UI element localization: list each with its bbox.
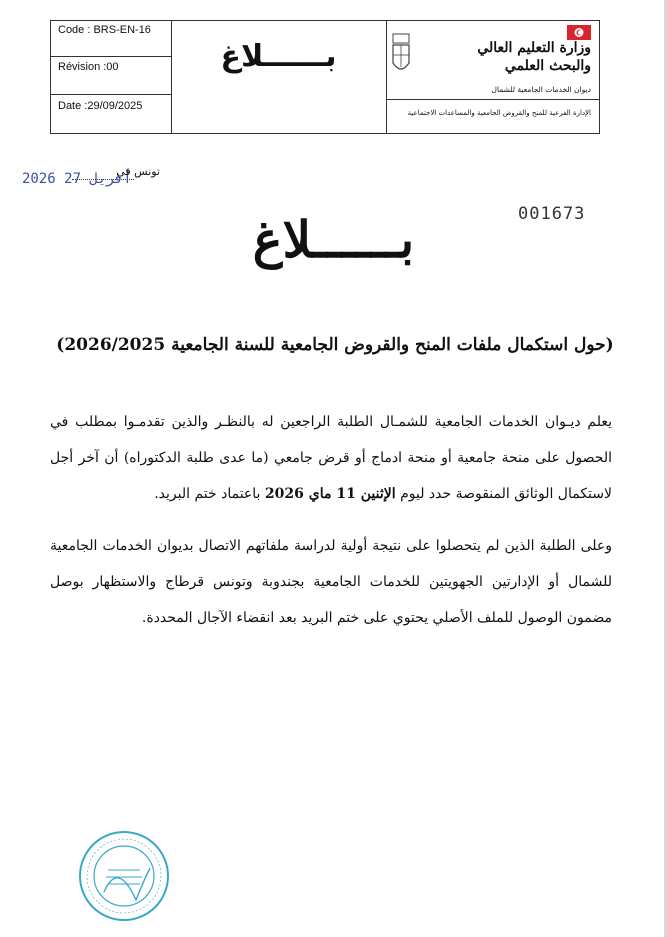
directorate-name: الإدارة الفرعية للمنح والقروض الجامعية والمساعدات الاجتماعية xyxy=(407,109,591,117)
document-info-column xyxy=(51,21,172,133)
ministry-name xyxy=(421,39,591,75)
official-stamp xyxy=(78,830,170,922)
tunisia-flag-icon xyxy=(567,25,591,40)
page-title: بــــــلاغ xyxy=(252,210,415,269)
document-header-table xyxy=(50,20,600,134)
header-title: بــــــلاغ xyxy=(220,39,337,74)
header-divider xyxy=(386,99,599,100)
document-date: Date :29/09/2025 xyxy=(58,100,143,112)
city-label: تونس في xyxy=(116,165,160,178)
header-title-column xyxy=(171,21,387,133)
document-code: Code : BRS-EN-16 xyxy=(51,21,171,57)
ministry-emblem-icon xyxy=(390,33,412,77)
date-line xyxy=(20,165,160,195)
date-stamp: 2026 أفريل 27 xyxy=(22,171,132,187)
institution-column xyxy=(386,21,599,133)
paragraph-2: وعلى الطلبة الذين لم يتحصلوا على نتيجة أولية لدراسة ملفاتهم الاتصال بديوان الخدمات الجامعية للشمال أو الإدارتين الجهويتين للخدمات الجامعية بجندوبة وتونس قرطاج والاستظهار بوصل مضمون الوصول للملف الأصلي يحتوي على ختم البريد بعد انقضاء الآجال المحددة. xyxy=(50,538,612,626)
deadline-date: الإثنين 11 ماي 2026 xyxy=(264,486,396,502)
paragraph-1-end: باعتماد ختم البريد. xyxy=(154,486,261,502)
office-name: ديوان الخدمات الجامعية للشمال xyxy=(491,85,591,94)
ministry-name-line1: وزارة التعليم العالي xyxy=(477,40,591,56)
paragraph-1 xyxy=(50,404,612,512)
paragraph-1-text: يعلم ديـوان الخدمات الجامعية للشمـال الطلبة الراجعين له بالنظـر والذين تقدمـوا بمطلب في الحصول على منحة جامعية أو منحة ادماج أو قرض جامعي (ما عدى طلبة الدكتوراه) أن آخر أجل لاستكمال الوثائق المنقوصة حدد ليوم xyxy=(50,414,612,502)
document-revision: Révision :00 xyxy=(51,57,171,95)
reference-number: 001673 xyxy=(518,204,586,224)
ministry-name-line2: والبحث العلمي xyxy=(504,58,591,74)
subject-line: (حول استكمال ملفات المنح والقروض الجامعية للسنة الجامعية 2026/2025) xyxy=(56,335,614,355)
